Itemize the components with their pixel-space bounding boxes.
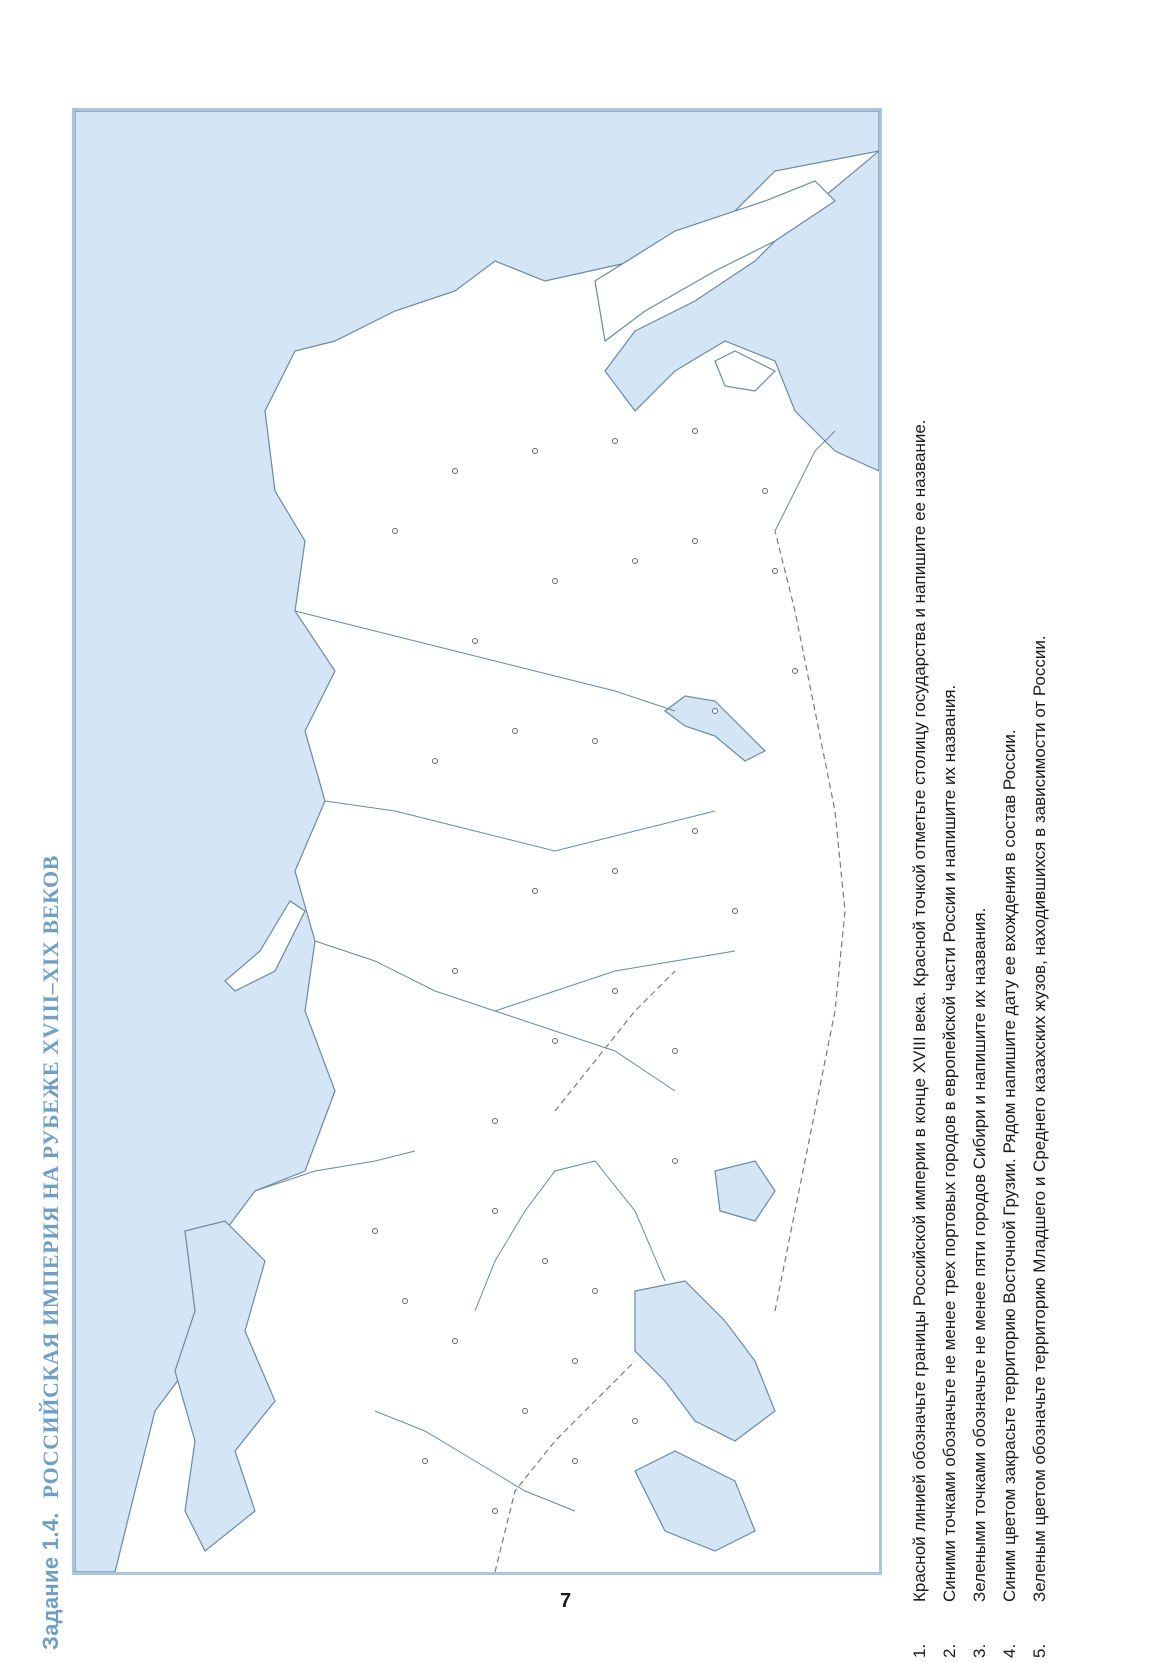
- town-dot: [573, 1459, 578, 1464]
- town-dot: [613, 439, 618, 444]
- town-dot: [673, 1049, 678, 1054]
- town-dot: [593, 1289, 598, 1294]
- town-dot: [523, 1409, 528, 1414]
- instruction-text: Зеленым цветом обозначьте территорию Младшего и Среднего казахских жузов, находившихся в зависимости от России.: [1030, 635, 1049, 1602]
- town-dot: [693, 539, 698, 544]
- instruction-text: Красной линией обозначьте границы Российской империи в конце XVIII века. Красной точкой отметьте столицу государства и напишите ее название.: [910, 419, 929, 1602]
- instruction-item: [905, 128, 935, 1658]
- town-dot: [393, 529, 398, 534]
- town-dot: [423, 1459, 428, 1464]
- instruction-item: [935, 128, 965, 1658]
- town-dot: [733, 909, 738, 914]
- instruction-item: [1025, 128, 1055, 1658]
- town-dot: [633, 559, 638, 564]
- town-dot: [693, 829, 698, 834]
- instruction-number: 2.: [940, 1643, 959, 1658]
- river-dnieper: [375, 1411, 575, 1511]
- town-dot: [553, 579, 558, 584]
- town-dot: [533, 889, 538, 894]
- instruction-text: Синим цветом закрасьте территорию Восточной Грузии. Рядом напишите дату ее вхождения в состав России.: [1000, 729, 1019, 1602]
- river-ob: [315, 941, 675, 1091]
- instructions: [905, 128, 1055, 1658]
- town-dot: [713, 709, 718, 714]
- town-dot: [613, 989, 618, 994]
- instruction-number: 5.: [1030, 1643, 1049, 1658]
- state-border: [495, 1361, 635, 1572]
- town-dot: [773, 569, 778, 574]
- river-amur: [775, 431, 835, 531]
- baltic-sea: [175, 1221, 275, 1551]
- river-yenisei: [325, 801, 715, 851]
- outline-map: [72, 108, 882, 1575]
- town-dot: [453, 969, 458, 974]
- town-dot: [763, 489, 768, 494]
- town-dot: [633, 1419, 638, 1424]
- town-dot: [433, 759, 438, 764]
- town-dot: [793, 669, 798, 674]
- instruction-number: 4.: [1000, 1643, 1019, 1658]
- lake-baikal: [665, 696, 765, 761]
- caspian-sea: [635, 1281, 775, 1441]
- town-dot: [403, 1299, 408, 1304]
- river-volga: [475, 1161, 665, 1311]
- town-dot: [493, 1209, 498, 1214]
- town-dot: [493, 1119, 498, 1124]
- town-dot: [673, 1159, 678, 1164]
- task-title: [38, 855, 64, 1650]
- instruction-text: Зелеными точками обозначьте не менее пяти городов Сибири и напишите их названия.: [970, 907, 989, 1602]
- page-number: 7: [560, 1590, 572, 1612]
- aral-sea: [715, 1161, 775, 1221]
- task-label: Задание 1.4.: [38, 1512, 63, 1650]
- black-sea: [635, 1451, 755, 1551]
- town-dot: [453, 469, 458, 474]
- instruction-item: [995, 128, 1025, 1658]
- instruction-item: [965, 128, 995, 1658]
- state-border: [775, 531, 845, 1311]
- town-dot: [493, 1509, 498, 1514]
- town-dot: [513, 729, 518, 734]
- river-lena: [295, 611, 675, 711]
- town-dot: [573, 1359, 578, 1364]
- instruction-number: 3.: [970, 1643, 989, 1658]
- task-heading: РОССИЙСКАЯ ИМПЕРИЯ НА РУБЕЖЕ XVIII–XIX ВЕКОВ: [38, 854, 63, 1499]
- town-dot: [453, 1339, 458, 1344]
- river-irtysh: [495, 951, 735, 1011]
- town-dot: [473, 639, 478, 644]
- instruction-number: 1.: [910, 1643, 929, 1658]
- town-dot: [553, 1039, 558, 1044]
- town-dot: [373, 1229, 378, 1234]
- town-dot: [613, 869, 618, 874]
- town-dot: [693, 429, 698, 434]
- town-dot: [533, 449, 538, 454]
- outline-map-svg: [75, 111, 879, 1572]
- town-dot: [543, 1259, 548, 1264]
- instructions-list: [905, 128, 1055, 1658]
- instruction-text: Синими точками обозначьте не менее трех портовых городов в европейской части России и напишите их названия.: [940, 684, 959, 1602]
- town-dot: [593, 739, 598, 744]
